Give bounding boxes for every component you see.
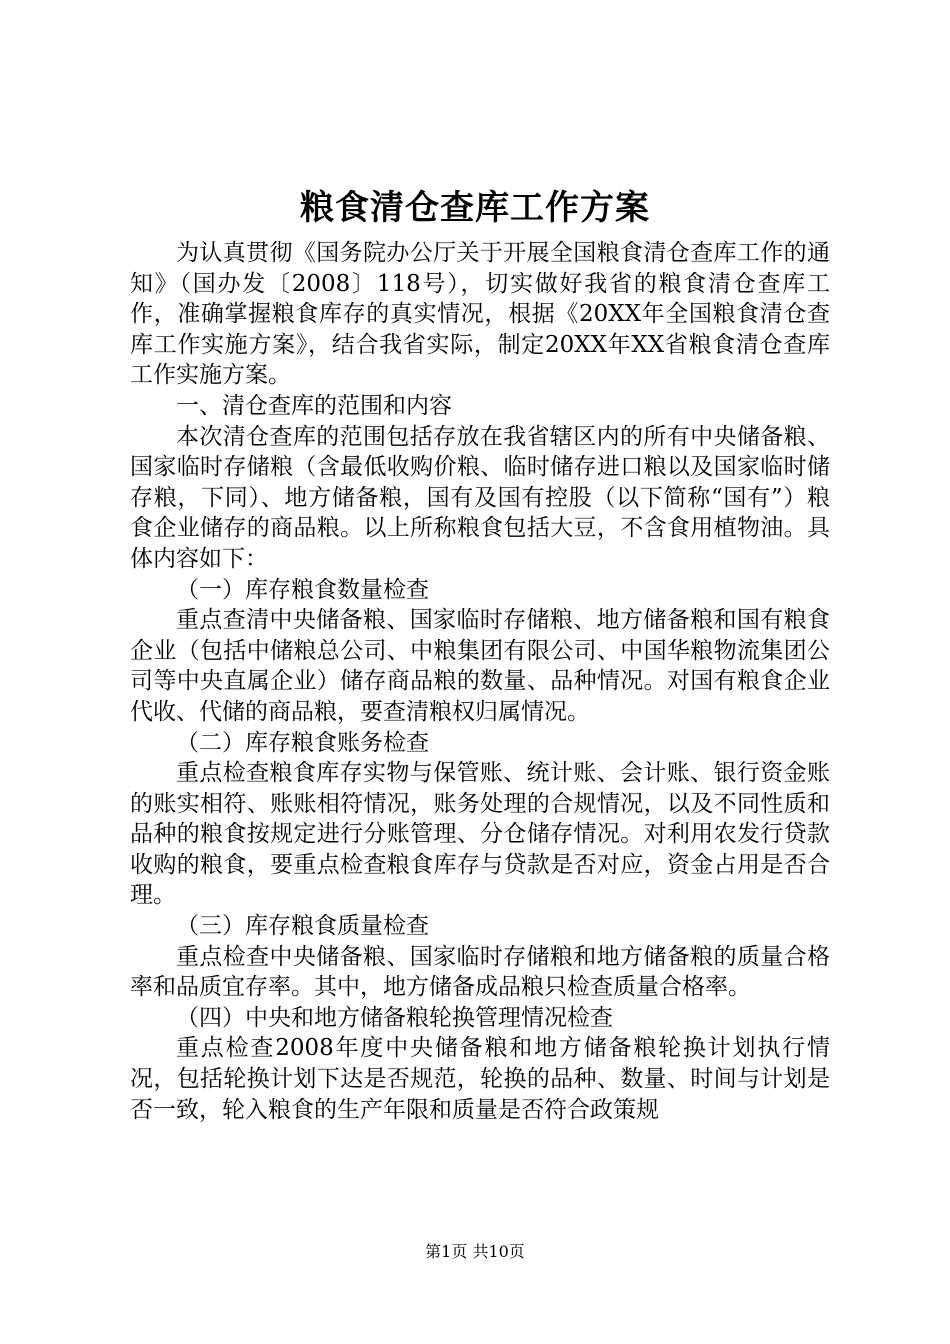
document-body xyxy=(130,238,830,1125)
subsection-paragraph-quantity: 重点查清中央储备粮、国家临时存储粮、地方储备粮和国有粮食企业（包括中储粮总公司、中粮集团有限公司、中国华粮物流集团公司等中央直属企业）储存商品粮的数量、品种情况。对国有粮食企业代收、代储的商品粮，要查清粮权归属情况。 xyxy=(130,607,830,725)
subsection-paragraph-accounts: 重点检查粮食库存实物与保管账、统计账、会计账、银行资金账的账实相符、账账相符情况，账务处理的合规情况，以及不同性质和品种的粮食按规定进行分账管理、分仓储存情况。对利用农发行贷款收购的粮食，要重点检查粮食库存与贷款是否对应，资金占用是否合理。 xyxy=(130,760,830,909)
page-number-footer: 第1页 共10页 xyxy=(425,1242,525,1261)
section-paragraph-scope: 本次清仓查库的范围包括存放在我省辖区内的所有中央储备粮、国家临时存储粮（含最低收购价粮、临时储存进口粮以及国家临时储存粮，下同）、地方储备粮，国有及国有控股（以下简称“国有”）粮食企业储存的商品粮。以上所称粮食包括大豆，不含食用植物油。具体内容如下： xyxy=(130,423,830,572)
subsection-heading-quantity: （一）库存粮食数量检查 xyxy=(176,576,429,603)
intro-paragraph: 为认真贯彻《国务院办公厅关于开展全国粮食清仓查库工作的通知》（国办发〔2008〕118号），切实做好我省的粮食清仓查库工作，准确掌握粮食库存的真实情况，根据《20XX年全国粮食清仓查库工作实施方案》，结合我省实际，制定20XX年XX省粮食清仓查库工作实施方案。 xyxy=(130,240,830,389)
section-heading-scope: 一、清仓查库的范围和内容 xyxy=(176,392,452,419)
subsection-paragraph-quality: 重点检查中央储备粮、国家临时存储粮和地方储备粮的质量合格率和品质宜存率。其中，地方储备成品粮只检查质量合格率。 xyxy=(130,943,830,1001)
subsection-heading-quality: （三）库存粮食质量检查 xyxy=(176,913,429,940)
subsection-heading-rotation: （四）中央和地方储备粮轮换管理情况检查 xyxy=(176,1004,613,1031)
subsection-paragraph-rotation: 重点检查2008年度中央储备粮和地方储备粮轮换计划执行情况，包括轮换计划下达是否规范，轮换的品种、数量、时间与计划是否一致，轮入粮食的生产年限和质量是否符合政策规 xyxy=(130,1035,830,1123)
subsection-heading-accounts: （二）库存粮食账务检查 xyxy=(176,729,429,756)
document-title: 粮食清仓查库工作方案 xyxy=(300,188,650,228)
